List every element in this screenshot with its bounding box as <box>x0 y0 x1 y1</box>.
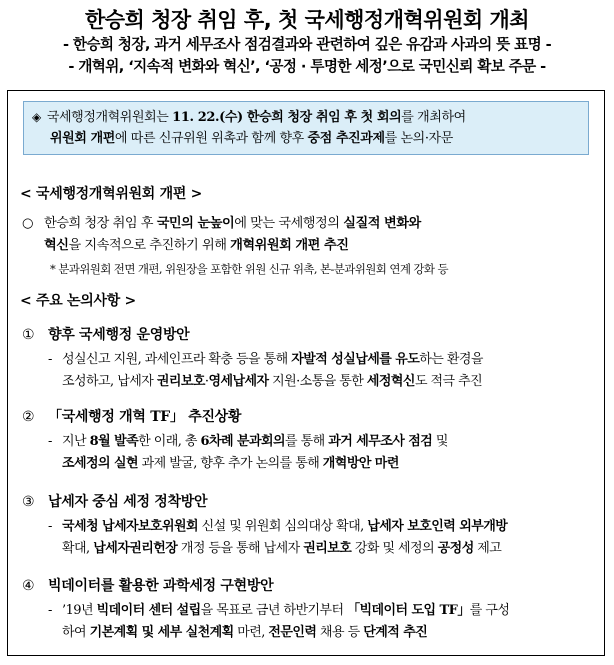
header <box>0 0 614 78</box>
agenda-item-3-body: - 국세청 납세자보호위원회 신설 및 위원회 심의대상 확대, 납세자 보호인력 외부개방 확대, 납세자권리헌장 개정 등을 통해 납세자 권리보호 강화 및 세정의 공정성 제고 <box>48 519 508 556</box>
circle-bullet-icon: ○ <box>22 216 34 231</box>
agenda-item-2-body: - 지난 8월 발족한 이래, 총 6차례 분과회의를 통해 과거 세무조사 점검 및 조세정의 실현 과제 발굴, 향후 추가 논의를 통해 개혁방안 마련 <box>48 434 448 471</box>
number-2-icon: ② <box>22 409 35 425</box>
agenda-item-3-title: ③ 납세자 중심 세정 정착방안 <box>22 494 208 510</box>
diamond-bullet-icon: ◈ <box>32 110 41 124</box>
summary-box <box>23 101 589 155</box>
reorganization-note: * 분과위원회 전면 개편, 위원장을 포함한 위원 신규 위촉, 본-분과위원회 연계 강화 등 <box>50 262 449 276</box>
agenda-item-2-title: ② 「국세행정 개혁 TF」 추진상황 <box>22 409 242 425</box>
press-title: 한승희 청장 취임 후, 첫 국세행정개혁위원회 개최 <box>84 8 530 32</box>
agenda-item-4-title: ④ 빅데이터를 활용한 과학세정 구현방안 <box>22 578 274 594</box>
agenda-item-1-body: - 성실신고 지원, 과세인프라 확충 등을 통해 자발적 성실납세를 유도하는 환경을 조성하고, 납세자 권리보호·영세납세자 지원·소통을 통한 세정혁신도 적극 추진 <box>48 352 483 389</box>
section-heading-reorganization: < 국세행정개혁위원회 개편 > <box>20 186 203 202</box>
summary-line-2: 위원회 개편에 따른 신규위원 위촉과 함께 향후 중점 추진과제를 논의·자문 <box>50 131 453 146</box>
agenda-item-4-body: - ’19년 빅데이터 센터 설립을 목표로 금년 하반기부터 「빅데이터 도입 TF」를 구성 하여 기본계획 및 세부 실천계획 마련, 전문인력 채용 등 단계적 추진 <box>48 603 510 640</box>
number-3-icon: ③ <box>22 494 35 510</box>
section-heading-agenda: < 주요 논의사항 > <box>20 293 136 309</box>
number-4-icon: ④ <box>22 578 35 594</box>
content-frame <box>7 90 605 656</box>
subtitle-line-2: - 개혁위, ‘지속적 변화와 혁신’, ‘공정 · 투명한 세정’으로 국민신뢰 확보 주문 - <box>68 58 546 75</box>
reorganization-paragraph: ○ 한승희 청장 취임 후 국민의 눈높이에 맞는 국세행정의 실질적 변화와 혁신을 지속적으로 추진하기 위해 개혁위원회 개편 추진 <box>22 213 592 257</box>
summary-line-1: ◈ 국세행정개혁위원회는 11. 22.(수) 한승희 청장 취임 후 첫 회의를 개최하여 <box>32 110 466 125</box>
subtitle-line-1: - 한승희 청장, 과거 세무조사 점검결과와 관련하여 깊은 유감과 사과의 뜻 표명 - <box>62 36 552 53</box>
agenda-item-1-title: ① 향후 국세행정 운영방안 <box>22 327 190 343</box>
number-1-icon: ① <box>22 327 35 343</box>
